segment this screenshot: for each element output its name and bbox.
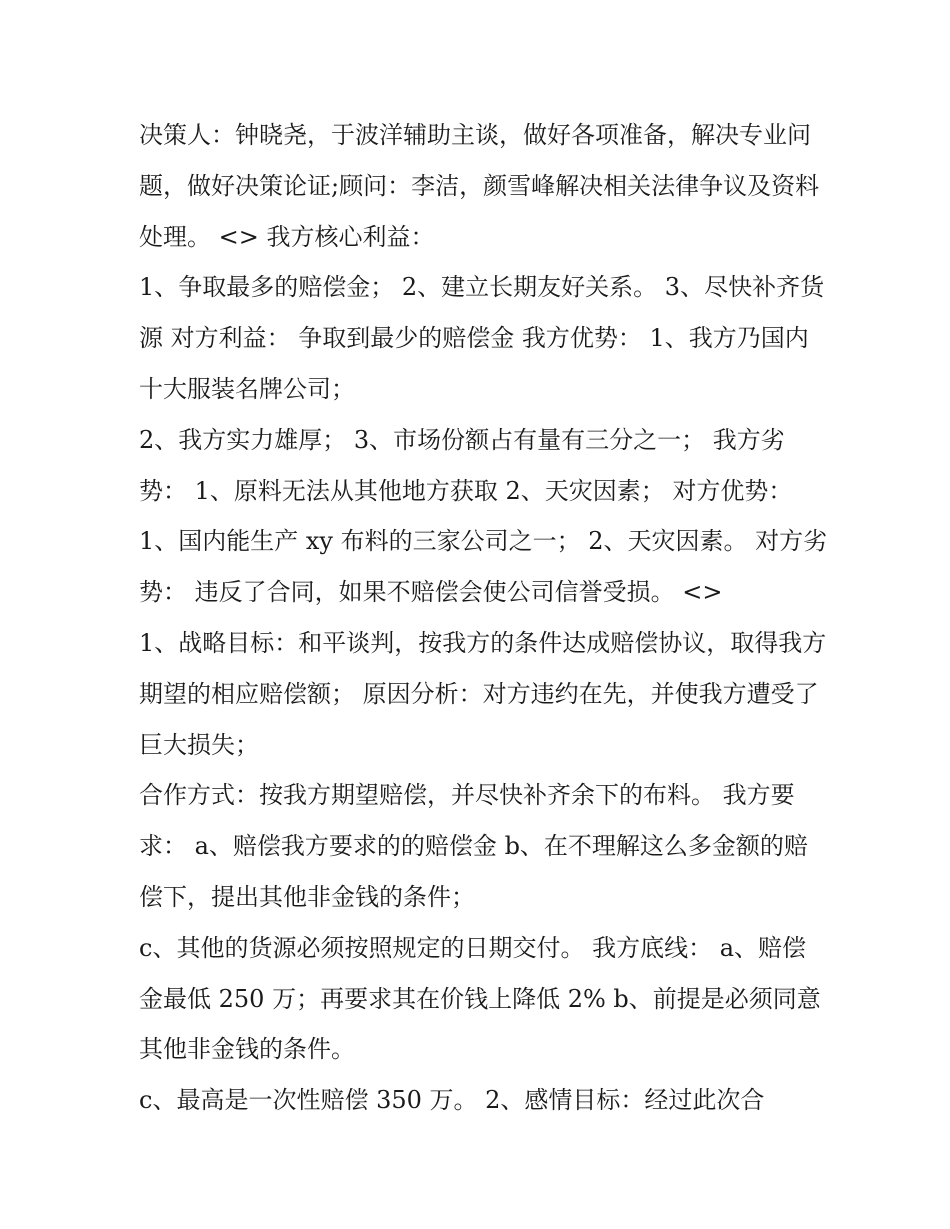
document-body xyxy=(139,110,829,1126)
paragraph-strengths-weaknesses: 2、我方实力雄厚； 3、市场份额占有量有三分之一； 我方劣势： 1、原料无法从其他地方获取 2、天灾因素； 对方优势： xyxy=(139,425,793,505)
paragraph-cooperation-requirements: 合作方式：按我方期望赔偿，并尽快补齐余下的布料。 我方要求： a、赔偿我方要求的的赔偿金 b、在不理解这么多金额的赔偿下，提出其他非金钱的条件； xyxy=(139,781,808,911)
paragraph-core-interests: 1、争取最多的赔偿金； 2、建立长期友好关系。 3、尽快补齐货源 对方利益： 争取到最少的赔偿金 我方优势： 1、我方乃国内十大服装名牌公司； xyxy=(139,273,825,403)
paragraph-emotional-goal: c、最高是一次性赔偿 350 万。 2、感情目标：经过此次合 xyxy=(139,1086,765,1115)
paragraph-bottom-line: c、其他的货源必须按照规定的日期交付。 我方底线： a、赔偿金最低 250 万；再要求其在价钱上降低 2% b、前提是必须同意其他非金钱的条件。 xyxy=(139,933,821,1064)
paragraph-strategic-goal: 1、战略目标：和平谈判，按我方的条件达成赔偿协议，取得我方期望的相应赔偿额； 原因分析：对方违约在先，并使我方遭受了巨大损失； xyxy=(139,628,827,759)
paragraph-decision-makers: 决策人：钟晓尧，于波洋辅助主谈，做好各项准备，解决专业问题，做好决策论证;顾问：李洁，颜雪峰解决相关法律争议及资料处理。 <> 我方核心利益： xyxy=(139,121,820,251)
paragraph-opponent-analysis: 1、国内能生产 xy 布料的三家公司之一； 2、天灾因素。 对方劣势： 违反了合同，如果不赔偿会使公司信誉受损。 <> xyxy=(139,527,828,607)
